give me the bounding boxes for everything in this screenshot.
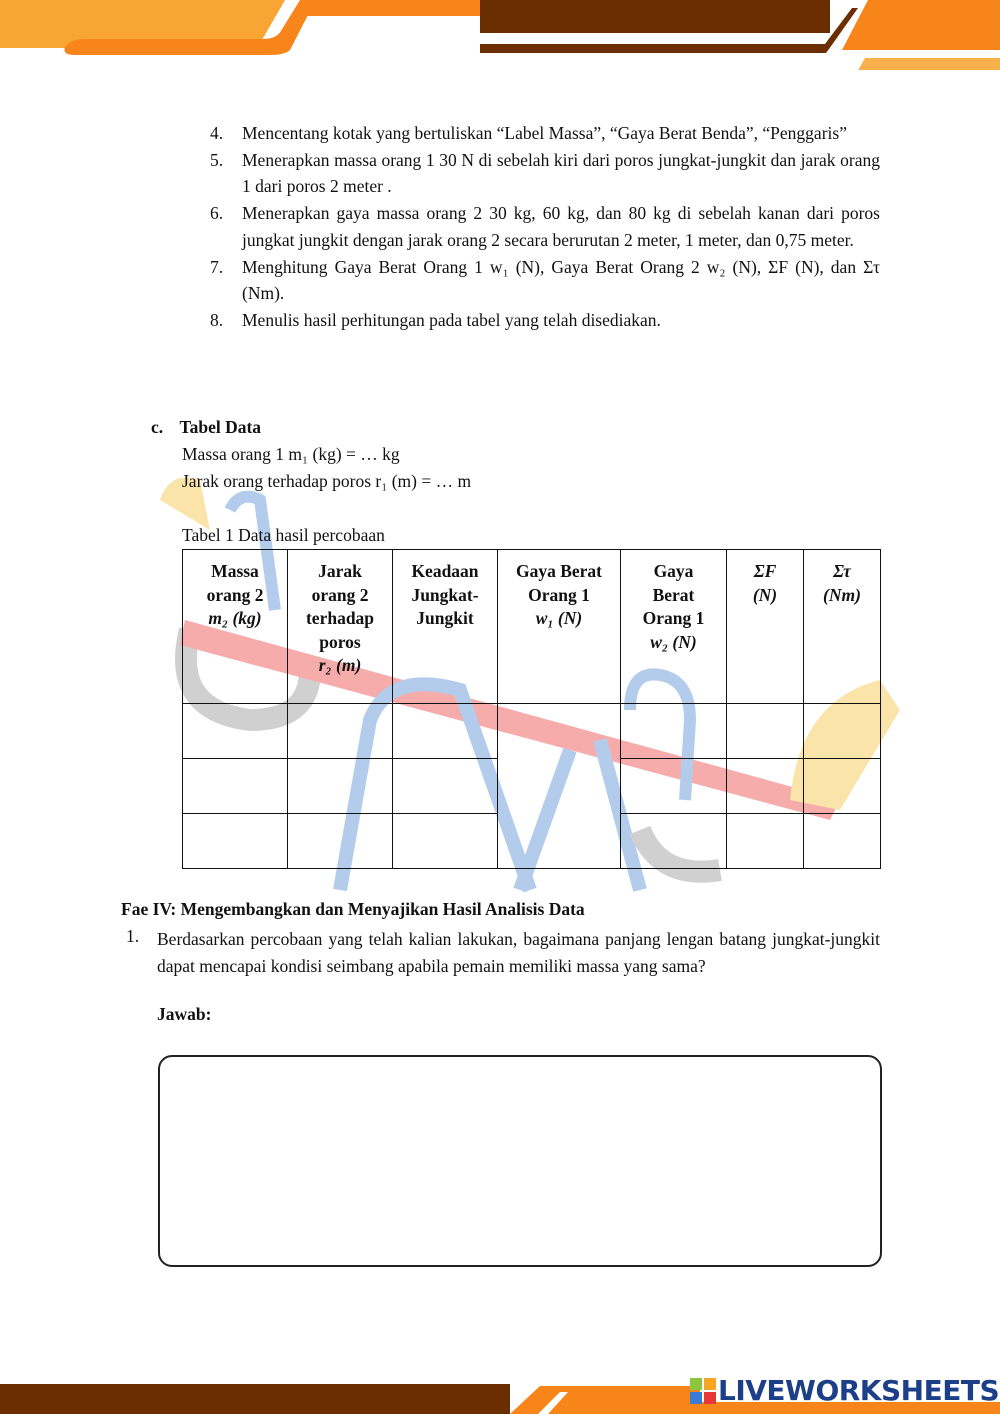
step-item xyxy=(210,307,880,334)
table-cell-merged[interactable] xyxy=(498,704,621,869)
table-cell[interactable] xyxy=(183,759,288,814)
section-label: c. xyxy=(151,417,164,437)
distance-person1-line: Jarak orang terhadap poros r₁ (m) = … m xyxy=(182,471,472,491)
step-text: Menghitung Gaya Berat Orang 1 w₁ (N), Gaya Berat Orang 2 w₂ (N), ΣF (N), dan Στ (Nm). xyxy=(242,256,880,304)
header-sum-torque: Στ (Nm) xyxy=(804,550,881,704)
data-table xyxy=(182,549,881,869)
table-cell[interactable] xyxy=(804,814,881,869)
step-number: 6. xyxy=(210,203,224,224)
header-weight-person2: Gaya Berat Orang 1 w₂ (N) xyxy=(621,550,727,704)
table-cell[interactable] xyxy=(727,759,804,814)
table-cell[interactable] xyxy=(727,704,804,759)
step-text: Menerapkan massa orang 1 30 N di sebelah kiri dari poros jungkat-jungkit dan jarak orang 1 dari poros 2 meter . xyxy=(242,149,880,197)
table-cell[interactable] xyxy=(183,704,288,759)
answer-label: Jawab: xyxy=(157,1004,212,1024)
table-cell[interactable] xyxy=(727,814,804,869)
question-text: Berdasarkan percobaan yang telah kalian lakukan, bagaimana panjang lengan batang jungkat-jungkit dapat mencapai kondisi seimbang apabila pemain memiliki massa yang sama? xyxy=(157,929,880,976)
header-weight-person1: Gaya Berat Orang 1 w₁ (N) xyxy=(498,550,621,704)
header-seesaw-state: Keadaan Jungkat- Jungkit xyxy=(393,550,498,704)
section-c-heading xyxy=(151,417,261,438)
table-row xyxy=(183,704,881,759)
table-cell[interactable] xyxy=(621,759,727,814)
table-cell[interactable] xyxy=(288,814,393,869)
table-cell[interactable] xyxy=(804,759,881,814)
step-number: 4. xyxy=(210,123,224,143)
table-cell[interactable] xyxy=(393,759,498,814)
table-cell[interactable] xyxy=(393,814,498,869)
answer-input-box[interactable] xyxy=(158,1055,882,1267)
step-item xyxy=(210,200,880,253)
step-text: Menerapkan gaya massa orang 2 30 kg, 60 kg, dan 80 kg di sebelah kanan dari poros jungkat jungkit dengan jarak orang 2 secara berurutan 2 meter, 1 meter, dan 0,75 meter. xyxy=(242,203,880,250)
header-mass-person2: Massa orang 2 m₂ (kg) xyxy=(183,550,288,704)
phase4-heading: Fae IV: Mengembangkan dan Menyajikan Hasil Analisis Data xyxy=(121,899,585,919)
table-cell[interactable] xyxy=(804,704,881,759)
step-number: 5. xyxy=(210,149,224,170)
table-header-row xyxy=(183,550,881,704)
step-number: 8. xyxy=(210,309,224,330)
liveworksheets-logo xyxy=(690,1374,999,1407)
step-item xyxy=(210,147,880,200)
table-cell[interactable] xyxy=(288,704,393,759)
table-cell[interactable] xyxy=(183,814,288,869)
section-title: Tabel Data xyxy=(179,417,262,437)
table-caption: Tabel 1 Data hasil percobaan xyxy=(182,525,385,545)
step-text: Mencentang kotak yang bertuliskan “Label Massa”, “Gaya Berat Benda”, “Penggaris” xyxy=(242,123,847,143)
table-cell[interactable] xyxy=(288,759,393,814)
mass-person1-line: Massa orang 1 m₁ (kg) = … kg xyxy=(182,444,400,464)
header-decoration xyxy=(0,0,1000,70)
step-item xyxy=(210,254,880,307)
table-cell[interactable] xyxy=(393,704,498,759)
step-text: Menulis hasil perhitungan pada tabel yang telah disediakan. xyxy=(242,309,661,330)
header-distance-person2: Jarak orang 2 terhadap poros r₂ (m) xyxy=(288,550,393,704)
table-cell[interactable] xyxy=(621,814,727,869)
live-logo-mark-icon xyxy=(690,1378,716,1404)
step-item xyxy=(210,120,880,147)
step-number: 7. xyxy=(210,256,224,277)
logo-text: LIVEWORKSHEETS xyxy=(718,1374,1000,1407)
question-number: 1. xyxy=(126,926,140,946)
table-cell[interactable] xyxy=(621,704,727,759)
header-sum-force: ΣF (N) xyxy=(727,550,804,704)
procedure-steps xyxy=(210,120,880,334)
